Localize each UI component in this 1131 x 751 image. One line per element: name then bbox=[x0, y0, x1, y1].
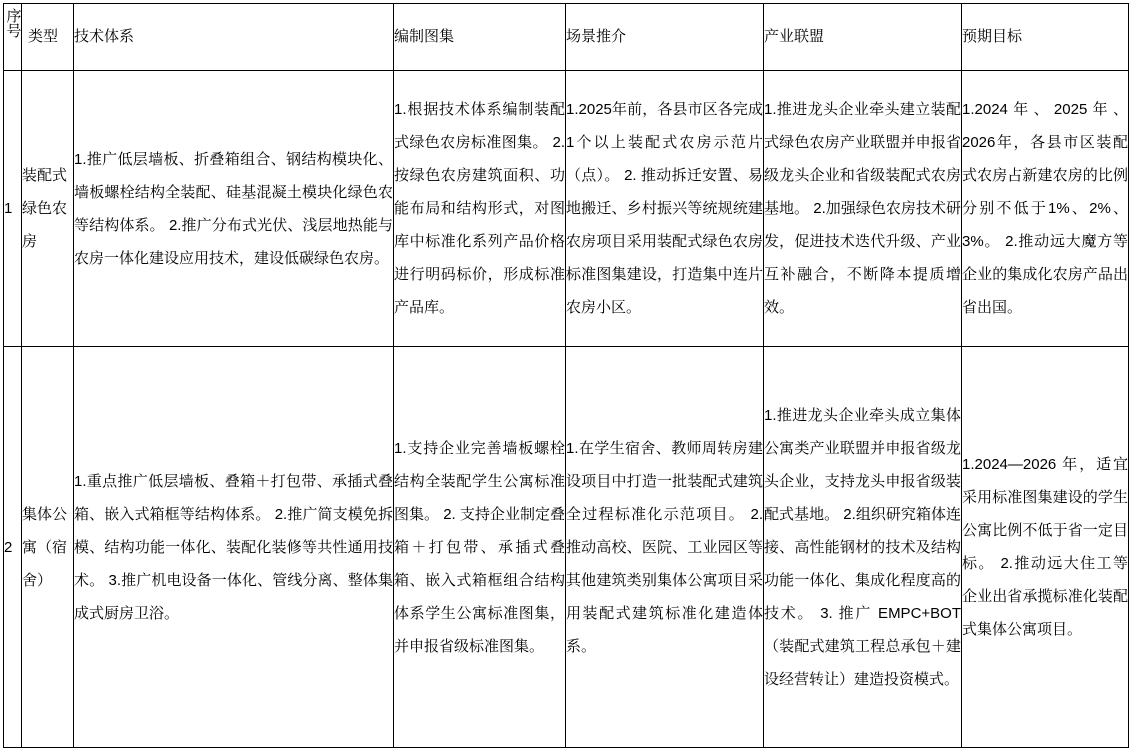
table-row bbox=[4, 71, 1129, 347]
header-union: 产业联盟 bbox=[764, 4, 962, 71]
table-header-row bbox=[4, 4, 1129, 71]
row-atlas: 1.支持企业完善墙板螺栓结构全装配学生公寓标准图集。 2. 支持企业制定叠箱＋打包带、承插式叠箱、嵌入式箱框组合结构体系学生公寓标准图集，并申报省级标准图集。 bbox=[394, 347, 566, 748]
row-tech-system: 1.重点推广低层墙板、叠箱＋打包带、承插式叠箱、嵌入式箱框等结构体系。 2.推广简支模免拆模、结构功能一体化、装配化装修等共性通用技术。 3.推广机电设备一体化、管线分离、整体集成式厨房卫浴。 bbox=[74, 347, 394, 748]
row-index: 1 bbox=[4, 71, 22, 347]
row-union: 1.推进龙头企业牵头建立装配式绿色农房产业联盟并申报省级龙头企业和省级装配式农房基地。 2.加强绿色农房技术研发，促进技术迭代升级、产业互补融合，不断降本提质增效。 bbox=[764, 71, 962, 347]
header-index: 序号 bbox=[4, 4, 22, 71]
document-page bbox=[0, 3, 1131, 751]
row-scene: 1.2025年前，各县市区各完成1个以上装配式农房示范片（点）。 2. 推动拆迁安置、易地搬迁、乡村振兴等统规统建农房项目采用装配式绿色农房标准图集建设，打造集中连片农房小区。 bbox=[566, 71, 764, 347]
header-scene: 场景推介 bbox=[566, 4, 764, 71]
table-row bbox=[4, 347, 1129, 748]
spec-table bbox=[3, 3, 1129, 748]
row-type: 装配式绿色农房 bbox=[22, 71, 74, 347]
row-index: 2 bbox=[4, 347, 22, 748]
row-goal: 1.2024—2026 年，适宜采用标准图集建设的学生公寓比例不低于省一定目标。 2.推动远大住工等企业出省承揽标准化装配式集体公寓项目。 bbox=[962, 347, 1129, 748]
row-goal: 1.2024年、2025年、2026年，各县市区装配式农房占新建农房的比例分别不低于1%、2%、3%。 2.推动远大魔方等企业的集成化农房产品出省出国。 bbox=[962, 71, 1129, 347]
row-scene: 1.在学生宿舍、教师周转房建设项目中打造一批装配式建筑全过程标准化示范项目。 2. 推动高校、医院、工业园区等其他建筑类别集体公寓项目采用装配式建筑标准化建造体系。 bbox=[566, 347, 764, 748]
header-atlas: 编制图集 bbox=[394, 4, 566, 71]
row-atlas: 1.根据技术体系编制装配式绿色农房标准图集。 2. 按绿色农房建筑面积、功能布局和结构形式，对图库中标准化系列产品价格进行明码标价，形成标准产品库。 bbox=[394, 71, 566, 347]
header-tech-system: 技术体系 bbox=[74, 4, 394, 71]
row-type: 集体公寓（宿舍） bbox=[22, 347, 74, 748]
row-tech-system: 1.推广低层墙板、折叠箱组合、钢结构模块化、墙板螺栓结构全装配、硅基混凝土模块化绿色农等结构体系。 2.推广分布式光伏、浅层地热能与农房一体化建设应用技术，建设低碳绿色农房。 bbox=[74, 71, 394, 347]
header-type: 类型 bbox=[22, 4, 74, 71]
row-union: 1.推进龙头企业牵头成立集体公寓类产业联盟并申报省级龙头企业，支持龙头申报省级装配式基地。 2.组织研究箱体连接、高性能钢材的技术及结构功能一体化、集成化程度高的技术。 3. 推广 EMPC+BOT（装配式建筑工程总承包＋建设经营转让）建造投资模式。 bbox=[764, 347, 962, 748]
header-goal: 预期目标 bbox=[962, 4, 1129, 71]
